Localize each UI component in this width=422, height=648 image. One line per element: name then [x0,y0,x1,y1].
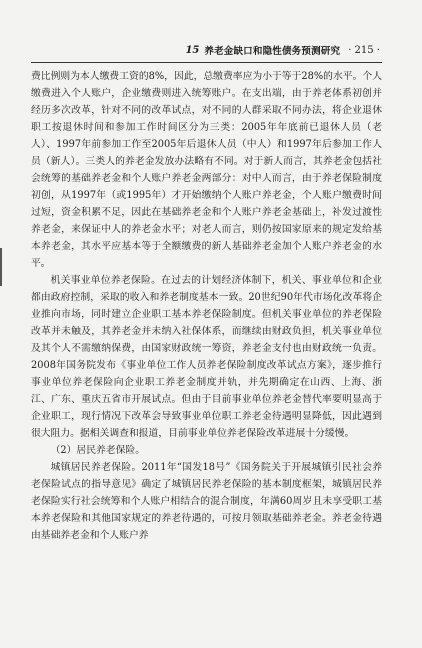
paragraph-urban-resident-pension: 城镇居民养老保险。2011年“国发18号”《国务院关于开展城镇引民社会养老保险试点的指导意见》确定了城镇居民养老保险的基本制度框架，城镇居民养老保险实行社会统筹和个人账户相结合的混合制度，年满60周岁且未享受职工基本养老保险和其他国家规定的养老待遇的，可按月领取基础养老金。养老金待遇由基础养老金和个人账户养 [31,462,382,541]
running-header [150,42,380,58]
header-rule [31,62,382,63]
body-text [31,68,382,544]
binding-edge-mark [0,248,2,286]
chapter-number: 15 [185,44,200,56]
paragraph-continued: 费比例则为本人缴费工资的8%，因此，总缴费率应为小于等于28%的水平。个人缴费进入个人账户，企业缴费则进入统筹账户。在支出端，由于养老体系初创并经历多次改革，针对不同的改革试点，对不同的人群采取不同办法，将企业退休职工按退休时间和参加工作时间区分为三类：2005年年底前已退休人员（老人）、1997年前参加工作至2005年后退休人员（中人）和1997年后参加工作人员（新人）。三类人的养老金发放办法略有不同。对于新人而言，其养老金包括社会统筹的基础养老金和个人账户养老金两部分：对中人而言，由于养老保险制度初创，从1997年（或1995年）才开始缴纳个人账户养老金，个人账户缴费时间过短，资金积累不足，因此在基础养老金和个人账户养老金基础上，补发过渡性养老金，来保证中人的养老金水平；对老人而言，则仍按国家原来的规定发给基本养老金，其水平应基本等于全额缴费的新人基础养老金加个人账户养老金的水平。 [31,71,382,269]
chapter-title: 养老金缺口和隐性债务预测研究 [204,46,341,57]
page-number: · 215 · [348,44,380,56]
paragraph-government-pension: 机关事业单位养老保险。在过去的计划经济体制下，机关、事业单位和企业都由政府控制，采取的收入和养老制度基本一致。20世纪90年代市场化改革将企业推向市场，同时建立企业职工基本养老保险制度。但机关事业单位的养老保险改革并未触及，其养老金并未纳入社保体系，而继续由财政负担，机关事业单位及其个人不需缴纳保费，由国家财政统一筹资，养老金支付也由财政统一负责。2008年国务院发布《事业单位工作人员养老保险制度改革试点方案》，逐步推行事业单位养老保险向企业职工养老金制度并轨，并先期确定在山西、上海、浙江、广东、重庆五省市开展试点。但由于目前事业单位养老金替代率要明显高于企业职工，现行情况下改革会导致事业单位职工养老金待遇明显降低，因此遇到很大阻力。据相关调查和报道，目前事业单位养老保险改革进展十分缓慢。 [31,275,382,439]
section-heading-resident-pension: （2）居民养老保险。 [50,445,145,456]
